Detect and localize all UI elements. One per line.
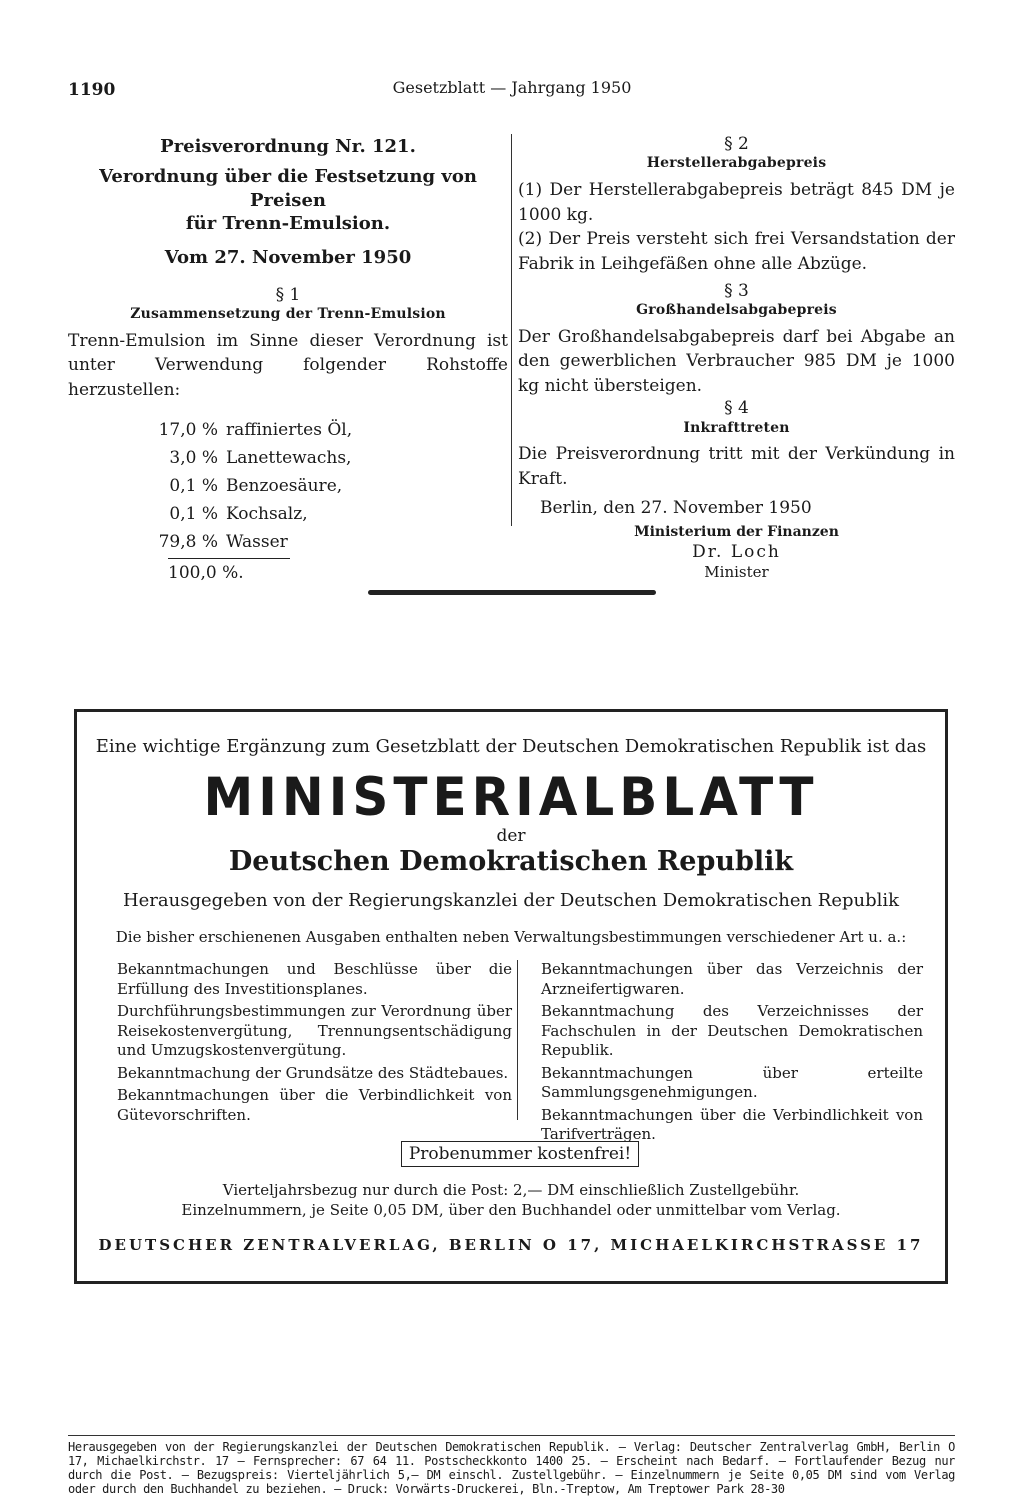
ad-price-line-1: Vierteljahrsbezug nur durch die Post: 2,— DM einschließlich Zustellgebühr. [222, 1181, 800, 1199]
left-column [68, 134, 508, 587]
ingredient-percent: 17,0 % [158, 419, 218, 440]
decree-date: Vom 27. November 1950 [164, 247, 412, 269]
signatory-role: Minister [704, 563, 769, 582]
sample-copy-badge: Probenummer kostenfrei! [401, 1141, 639, 1167]
ingredient-row [68, 528, 508, 556]
section-2-symbol: § 2 [724, 134, 749, 154]
section-4-symbol: § 4 [724, 398, 749, 419]
ad-publisher-address: DEUTSCHER ZENTRALVERLAG, BERLIN O 17, MICHAELKIRCHSTRASSE 17 [98, 1236, 924, 1254]
ingredient-percent: 3,0 % [169, 447, 218, 468]
list-item: Durchführungsbestimmungen zur Verordnung über Reisekostenvergütung, Trennungsentschädigung und Umzugskostenvergütung. [117, 1002, 512, 1059]
list-item: Bekanntmachung der Grundsätze des Städtebaues. [117, 1063, 509, 1082]
section-3-symbol: § 3 [724, 280, 749, 301]
ad-title: MINISTERIALBLATT [203, 766, 819, 828]
decree-title-line-2: für Trenn-Emulsion. [185, 212, 391, 234]
ad-right-list [541, 960, 923, 1148]
ad-publisher: Herausgegeben von der Regierungskanzlei der Deutschen Demokratischen Republik [122, 890, 900, 911]
list-item: Bekanntmachungen über die Verbindlichkeit von Gütevorschriften. [117, 1086, 512, 1124]
imprint: Herausgegeben von der Regierungskanzlei der Deutschen Demokratischen Republik. — Verlag: Deutscher Zentralverlag GmbH, Berlin O 17, Michaelkirchstr. 17 — Fernsprecher: 67 64 11. Postscheckkonto 1400 25. — Erscheint nach Bedarf. — Fortlaufender Bezug nur durch die Post. — Bezugspreis: Vierteljährlich 5,— DM einschl. Zustellgebühr. — Einzelnummern je Seite 0,05 DM sind vom Verlag oder durch den Buchhandel zu beziehen. — Druck: Vorwärts-Druckerei, Bln.-Treptow, Am Treptower Park 28-30 [68, 1440, 955, 1497]
ministry-name: Ministerium der Finanzen [634, 524, 839, 541]
section-2-paragraph-2: (2) Der Preis versteht sich frei Versandstation der Fabrik in Leihgefäßen ohne alle Abzüge. [518, 229, 955, 274]
ad-price-line-2: Einzelnummern, je Seite 0,05 DM, über den Buchhandel oder unmittelbar vom Verlag. [181, 1201, 841, 1219]
advertisement-box [74, 709, 948, 1284]
ingredient-row [68, 416, 508, 444]
list-item: Bekanntmachungen über die Verbindlichkeit von Tarifverträgen. [541, 1105, 923, 1143]
section-separator [368, 590, 656, 595]
ad-editions-intro: Die bisher erschienenen Ausgaben enthalten neben Verwaltungsbestimmungen verschiedener Art u. a.: [115, 928, 907, 946]
ingredient-row [68, 472, 508, 500]
right-column [518, 134, 955, 582]
ingredient-row [68, 500, 508, 528]
section-1-text: Trenn-Emulsion im Sinne dieser Verordnung ist unter Verwendung folgender Rohstoffe herzustellen: [68, 330, 508, 400]
dateline: Berlin, den 27. November 1950 [540, 497, 812, 518]
section-3-text: Der Großhandelsabgabepreis darf bei Abgabe an den gewerblichen Verbraucher 985 DM je 1000 kg nicht übersteigen. [518, 326, 955, 396]
ingredient-name: Lanettewachs, [226, 447, 352, 468]
signature-block [518, 524, 955, 582]
ingredient-percent: 0,1 % [169, 475, 218, 496]
ad-der: der [496, 826, 526, 846]
column-divider [511, 134, 512, 526]
ingredient-name: Kochsalz, [226, 503, 308, 524]
section-1-symbol: § 1 [275, 284, 301, 305]
ingredient-percent: 79,8 % [158, 531, 218, 552]
section-1-title: Zusammensetzung der Trenn-Emulsion [130, 305, 446, 322]
page-number: 1190 [68, 80, 116, 100]
ad-republic: Deutschen Demokratischen Republik [228, 846, 794, 877]
ingredient-percent: 0,1 % [169, 503, 218, 524]
decree-title [68, 165, 508, 235]
ad-intro: Eine wichtige Ergänzung zum Gesetzblatt der Deutschen Demokratischen Republik ist das [95, 736, 927, 757]
section-2-title: Herstellerabgabepreis [646, 155, 827, 172]
ingredient-name: raffiniertes Öl, [226, 419, 353, 440]
section-3-title: Großhandelsabgabepreis [636, 301, 837, 318]
list-item: Bekanntmachungen über das Verzeichnis der Arzneifertigwaren. [541, 960, 923, 998]
section-2-paragraph-1: (1) Der Herstellerabgabepreis beträgt 845 DM je 1000 kg. [518, 179, 955, 225]
decree-number: Preisverordnung Nr. 121. [160, 136, 416, 157]
list-item: Bekanntmachung des Verzeichnisses der Fachschulen in der Deutschen Demokratischen Republik. [541, 1002, 923, 1059]
running-head: Gesetzblatt — Jahrgang 1950 [392, 78, 632, 97]
imprint-rule [68, 1435, 955, 1436]
ingredient-name: Wasser [226, 531, 288, 552]
list-item: Bekanntmachungen über erteilte Sammlungsgenehmigungen. [541, 1063, 923, 1101]
decree-title-line-1: Verordnung über die Festsetzung von Preisen [99, 166, 477, 211]
ingredient-name: Benzoesäure, [226, 475, 343, 496]
ingredient-list [68, 416, 508, 587]
ingredient-row [68, 444, 508, 472]
ad-left-list [117, 960, 512, 1128]
section-4-text: Die Preisverordnung tritt mit der Verkündung in Kraft. [518, 444, 955, 490]
signatory-name: Dr. Loch [692, 541, 781, 562]
section-4-title: Inkrafttreten [683, 419, 790, 436]
ingredient-total: 100,0 %. [168, 562, 244, 583]
list-item: Bekanntmachungen und Beschlüsse über die Erfüllung des Investitionsplanes. [117, 960, 512, 998]
ad-column-divider [517, 960, 518, 1120]
